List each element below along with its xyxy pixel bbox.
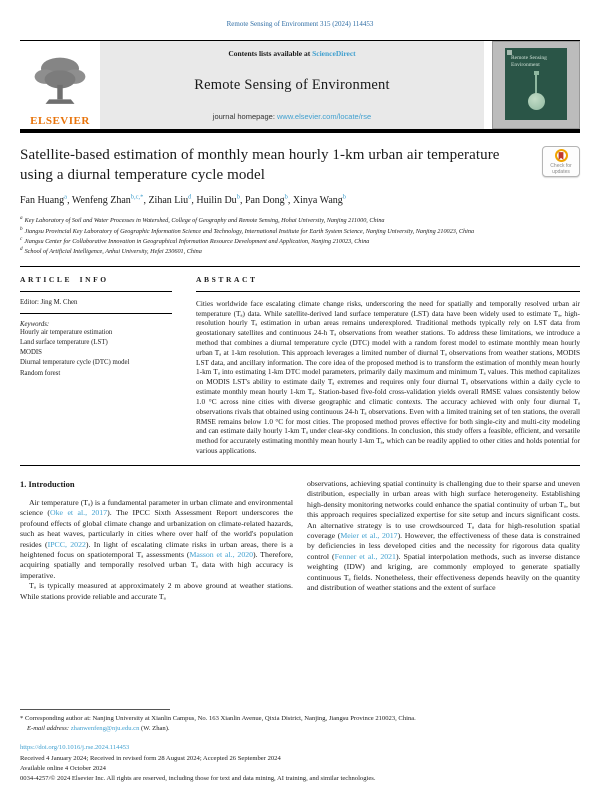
- available-online: Available online 4 October 2024: [20, 765, 106, 773]
- inline-link[interactable]: zhanwenfeng@nju.edu.cn: [70, 724, 140, 732]
- intro-paragraph: [307, 479, 580, 594]
- introduction-heading: 1. Introduction: [20, 478, 75, 489]
- text-segment: Air temperature (Tₐ) is a fundamental parameter in urban climate and environmental science (: [20, 497, 293, 518]
- keyword: Random forest: [20, 369, 61, 377]
- keywords-label: Keywords:: [20, 320, 50, 328]
- affiliation-text: School of Artificial Intelligence, Anhui University, Hefei 230601, China: [24, 248, 202, 256]
- article-info-column: [20, 275, 172, 456]
- page-footer: [20, 709, 580, 784]
- inline-link[interactable]: Oke et al., 2017: [50, 508, 108, 518]
- text-segment: ). Spatial interpolation methods, such as inverse distance weighting (IDW) and kriging, are commonly employed to generate spatially continuous Tₐ fields. Nonetheless, their effectiveness depends heavily on the quantity and distribution of weather stations and the extent of surface: [307, 551, 581, 593]
- author-affiliation-sup: b: [284, 194, 288, 201]
- author-name: Zihan Liu: [148, 195, 189, 207]
- author-affiliation-sup: a: [64, 194, 68, 201]
- elsevier-tree-icon: [31, 52, 89, 114]
- affiliation: $^b$ Jiangsu Provincial Key Laboratory of Geographic Information Science and Technology, International Institute for Earth System Science, Nanjing University, Nanjing 210023, China: [20, 225, 475, 235]
- editor-line: Editor: Jing M. Chen: [20, 298, 78, 306]
- author: Fan Huang$^a$,: [20, 194, 72, 207]
- affiliation-text: Jiangsu Center for Collaborative Innovation in Geographical Information Resource Development and Application, Nanjing 210023, China: [24, 238, 370, 246]
- check-updates-label: Check for updates: [550, 163, 572, 175]
- article-info-header: ARTICLE INFO: [20, 274, 109, 284]
- author-name: Fan Huang: [20, 195, 65, 207]
- info-abstract-section: [20, 275, 580, 456]
- sciencedirect-link[interactable]: ScienceDirect: [312, 49, 356, 58]
- author-affiliation-sup: b,c,*: [130, 194, 144, 201]
- crossmark-icon: [555, 149, 568, 162]
- contents-prefix: Contents lists available at: [228, 49, 313, 58]
- author-affiliation-sup: b: [342, 194, 347, 201]
- author: [293, 195, 346, 206]
- cover-title-line1: Remote Sensing: [511, 55, 547, 61]
- affiliation: $^c$ Jiangsu Center for Collaborative Innovation in Geographical Information Resource Development and Application, Nanjing 210023, China: [20, 236, 370, 246]
- keyword: Hourly air temperature estimation: [20, 328, 113, 336]
- author-list: [20, 194, 580, 206]
- author-name: Wenfeng Zhan: [71, 195, 131, 207]
- footnote-rule: [20, 709, 170, 710]
- elsevier-logo[interactable]: [20, 41, 100, 129]
- cover-barcode-mark: [507, 50, 512, 55]
- masthead: [20, 41, 580, 129]
- author-name: Huilin Du: [196, 195, 237, 207]
- doi-link[interactable]: https://doi.org/10.1016/j.rse.2024.114453: [20, 744, 130, 752]
- text-segment: observations, achieving spatial continuity is challenging due to their sparse and uneven distribution, especially in urban areas with high surface heterogeneity. Establishing high-density monitoring networks could enhance the spatial continuity of urban Tₐ, but this approach requires specialized expertise for site setup and incurs significant costs. An alternative strategy is to use crowdsourced Tₐ data for high-resolution spatial coverage (: [307, 478, 580, 540]
- author: Huilin Du$^b$,: [196, 194, 245, 207]
- text-segment: Tₐ is typically measured at approximately 2 m above ground at weather stations. While stations provide reliable and accurate Tₐ: [20, 581, 293, 601]
- check-for-updates-badge[interactable]: [542, 146, 580, 177]
- inline-link[interactable]: IPCC, 2022: [47, 539, 86, 549]
- footnote: [20, 714, 580, 733]
- left-column: [20, 479, 293, 602]
- author-name: Xinya Wang: [292, 195, 343, 207]
- author: Pan Dong$^b$,: [244, 194, 293, 207]
- author: Wenfeng Zhan$^{b,c,*}$,: [71, 194, 149, 207]
- text-segment: E-mail address:: [27, 724, 71, 732]
- affiliation-list: [20, 215, 580, 256]
- elsevier-wordmark: ELSEVIER: [30, 115, 90, 127]
- affiliation-text: Jiangsu Provincial Key Laboratory of Geographic Information Science and Technology, International Institute for Earth System Science, Nanjing University, Nanjing 210023, China: [24, 227, 475, 235]
- author-affiliation-sup: b: [236, 194, 240, 201]
- abstract-header: ABSTRACT: [196, 274, 258, 284]
- text-segment: ). Therefore, acquiring spatially and temporally resolved urban Tₐ data with high accuracy is imperative.: [20, 549, 293, 580]
- cover-title: [505, 48, 567, 69]
- text-segment: ). The IPCC Sixth Assessment Report underscores the profound effects of global climate change and urbanization on climate-related hazards, such as heat waves, particularly in cities where over half of the world's population resides (: [20, 508, 293, 549]
- author-affiliation-sup: d: [188, 194, 192, 201]
- right-column: [307, 479, 580, 602]
- journal-cover-art: [505, 48, 567, 120]
- section-rule: [20, 465, 580, 466]
- keyword: MODIS: [20, 349, 42, 357]
- article-title: Satellite-based estimation of monthly mean hourly 1-km urban air temperature using a diurnal temperature cycle model: [20, 147, 500, 183]
- text-segment: (W. Zhan).: [139, 724, 170, 732]
- keyword: Land surface temperature (LST): [20, 338, 108, 346]
- abstract-column: [196, 275, 580, 456]
- section-rule: [20, 266, 580, 267]
- journal-banner: [100, 41, 484, 129]
- author: Zihan Liu$^d$,: [148, 194, 197, 207]
- introduction-section: [20, 479, 580, 602]
- contents-line: [228, 49, 355, 58]
- masthead-bottom-bar: [20, 129, 580, 133]
- keywords-list: [20, 328, 172, 379]
- homepage-prefix: journal homepage:: [212, 112, 277, 121]
- intro-paragraph: [20, 581, 293, 602]
- journal-ref: Remote Sensing of Environment 315 (2024) 114453: [226, 20, 374, 28]
- journal-cover-thumbnail[interactable]: [492, 41, 580, 129]
- corresponding-author-note: * Corresponding author at: Nanjing University at Xianlin Campus, No. 163 Xianlin Avenue, Qixia District, Nanjing, Jiangsu Province 210023, China.: [20, 715, 416, 723]
- keyword: Diurnal temperature cycle (DTC) model: [20, 359, 130, 367]
- title-row: [20, 146, 580, 185]
- inline-link[interactable]: Fenner et al., 2021: [334, 551, 396, 561]
- inline-link[interactable]: Masson et al., 2020: [189, 549, 254, 559]
- copyright-line: 0034-4257/© 2024 Elsevier Inc. All rights are reserved, including those for text and data mining, AI training, and similar technologies.: [20, 775, 376, 783]
- abstract-text: Cities worldwide face escalating climate change risks, underscoring the need for spatially and temporally resolved urban air temperature (Tₐ) data. While satellite-derived land surface temperature (LST) data have been widely used to estimate Tₐ, high-resolution hourly Tₐ estimation in urban areas remains underexplored. Traditional methods typically rely on LST data from geostationary satellites and continuous 24-h Tₐ observations from weather stations. To address these limitations, we introduce a method that combines a diurnal temperature cycle (DTC) model with a random forest model to estimate monthly mean hourly urban Tₐ at 1-km resolution. This approach leverages a limited number of diurnal Tₐ observations from weather stations, MODIS LST data, and ancillary information. The core idea of the proposed method is to transform the estimation of monthly mean hourly 1-km Tₐ into estimating 1-km DTC model parameters, primarily daily maximum and minimum Tₐ values. This method capitalizes on MODIS LST's ability to estimate daily Tₐ extremes and requires only four diurnal Tₐ observations within a daily cycle to estimate monthly mean hourly 1-km Tₐ. Station-based five-fold cross-validation yields overall RMSE values consistently below 1.0 °C across nine cities with diverse geographic and climatic contexts. The accuracy achieved with only four diurnal Tₐ observations rivals that obtained using continuous 24-h Tₐ observations. Even with a limited training set of ten stations, the overall RMSE remains below 1.0 °C for most cities. The proposed method proves effective for both single-city and multi-city modeling and can estimate daily hourly 1-km Tₐ under clear-sky conditions. In conclusion, this study offers a feasible, efficient, and versatile method for accurately estimating monthly mean hourly 1-km Tₐ, which can be readily applied to other cities and holds potential for various applications.: [196, 298, 580, 455]
- publication-metadata: [20, 743, 580, 784]
- affiliation: $^d$ School of Artificial Intelligence, Anhui University, Hefei 230601, China: [20, 246, 202, 256]
- affiliation: $^a$ Key Laboratory of Soil and Water Processes in Watershed, College of Geography and Remote Sensing, Hohai University, Nanjing 211000, China: [20, 215, 385, 225]
- intro-paragraph: [20, 498, 293, 582]
- journal-title: Remote Sensing of Environment: [194, 76, 390, 93]
- journal-homepage-link[interactable]: www.elsevier.com/locate/rse: [277, 112, 372, 121]
- homepage-line: [213, 112, 371, 121]
- affiliation-text: Key Laboratory of Soil and Water Processes in Watershed, College of Geography and Remote Sensing, Hohai University, Nanjing 211000, China: [24, 217, 385, 225]
- author-name: Pan Dong: [244, 195, 285, 207]
- email-line: [20, 724, 580, 734]
- text-segment: ). However, the effectiveness of these data is constrained by deficiencies in less developed cities and the necessity for rigorous data quality control (: [307, 530, 580, 561]
- received-dates: Received 4 January 2024; Received in revised form 28 August 2024; Accepted 26 September 2024: [20, 755, 281, 763]
- inline-link[interactable]: Meier et al., 2017: [340, 530, 398, 540]
- cover-title-line2: Environment: [511, 61, 540, 68]
- text-segment: ). In light of escalating climate risks in urban areas, there is a heightened focus on spatiotemporal Tₐ assessments (: [20, 539, 294, 559]
